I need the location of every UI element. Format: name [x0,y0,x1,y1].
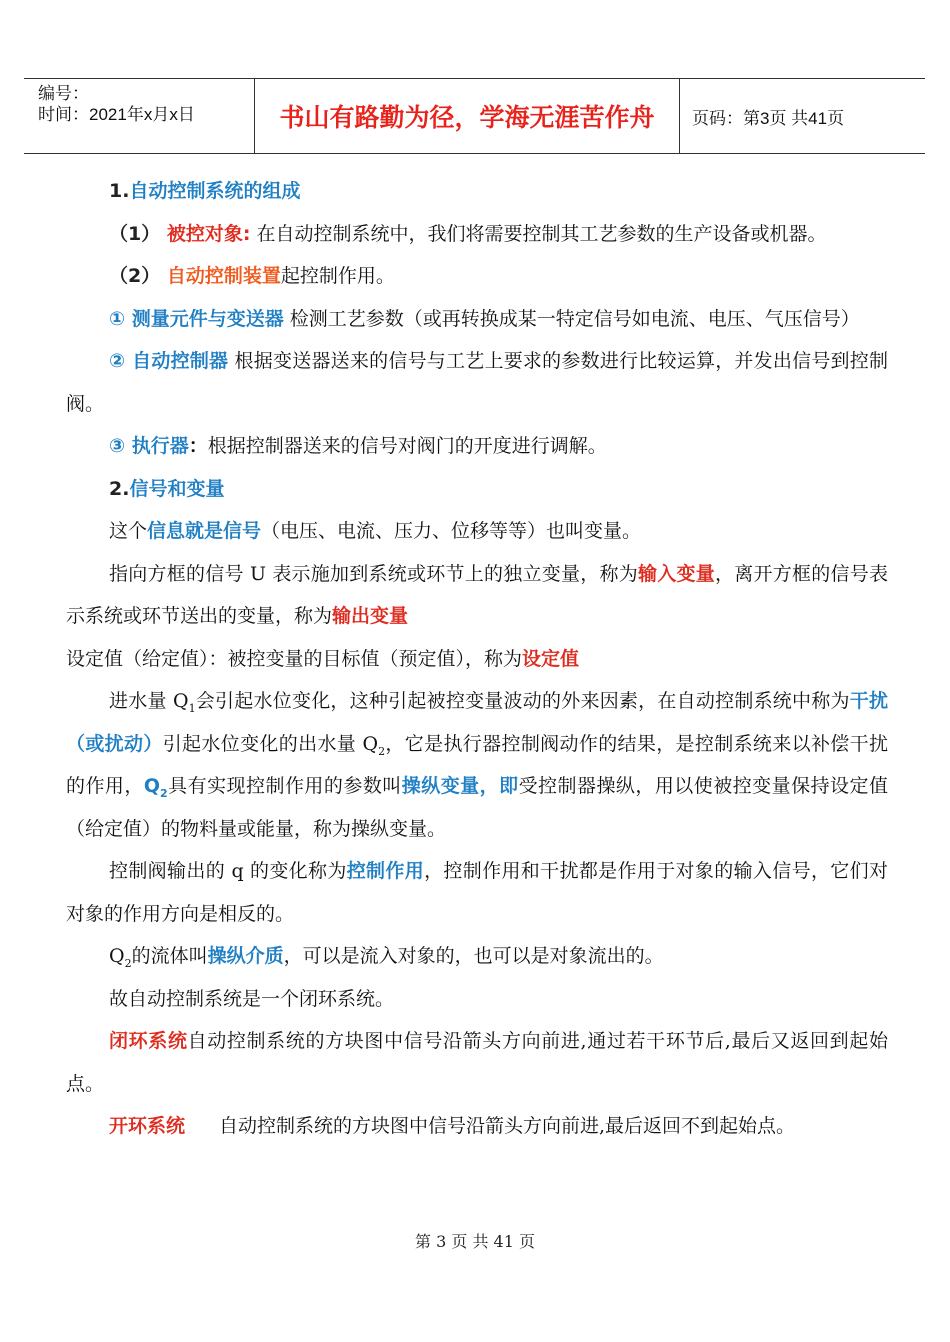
paragraph-closed-loop: 闭环系统自动控制系统的方块图中信号沿箭头方向前进,通过若干环节后,最后又返回到起始点。 [66,1030,888,1095]
section-2-heading: 2.信号和变量 [109,477,225,500]
term: 干扰（或扰动） [66,690,888,755]
header-motto: 书山有路勤为径，学海无涯苦作舟 [254,79,680,153]
document-body [66,170,888,1148]
header-page-info: 页码：第3页 共41页 [692,108,845,128]
term: 控制作用 [346,860,425,882]
page-header [24,78,925,154]
paragraph-closed-loop-note: 故自动控制系统是一个闭环系统。 [109,987,395,1010]
term: 操纵介质 [207,945,284,967]
term: 输出变量 [332,605,409,627]
term: 操纵变量，即 [401,775,519,797]
paragraph-controlled-object: （1） 被控对象: 在自动控制系统中，我们将需要控制其工艺参数的生产设备或机器。 [109,222,827,245]
term: 设定值 [522,647,580,670]
paragraph-control-device: （2） 自动控制装置起控制作用。 [109,265,395,287]
paragraph-signal: 这个信息就是信号（电压、电流、压力、位移等等）也叫变量。 [109,520,642,542]
term: 自动控制装置 [166,265,281,287]
term: 开环系统 [109,1115,186,1137]
doc-time-label: 时间：2021年x月x日 [38,105,195,124]
term: ③ 执行器 [109,435,189,457]
term: 输入变量 [638,562,716,585]
term: ② 自动控制器 [109,350,229,372]
section-title: 信号和变量 [129,477,225,500]
section-1-heading: 1.自动控制系统的组成 [109,180,301,202]
term: ① 测量元件与变送器 [109,307,284,330]
header-meta [24,79,254,153]
paragraph-open-loop: 开环系统 自动控制系统的方块图中信号沿箭头方向前进,最后返回不到起始点。 [109,1115,796,1137]
page-footer: 第 3 页 共 41 页 [415,1232,535,1251]
paragraph-medium: $Q_2$的流体叫操纵介质，可以是流入对象的，也可以是对象流出的。 [109,945,664,970]
paragraph-transmitter: ① 测量元件与变送器 检测工艺参数（或再转换成某一特定信号如电流、电压、气压信号） [109,307,860,330]
paragraph-disturbance: 进水量 $Q_1$会引起水位变化，这种引起被控变量波动的外来因素，在自动控制系统中称为干扰（或扰动）引起水位变化的出水量 $Q_2$，它是执行器控制阀动作的结果，是控制系统来以补偿干扰的作用，$Q_2$具有实现控制作用的参数叫操纵变量，即受控制器操纵，用以使被控变量保持设定值（给定值）的物料量或能量，称为操纵变量。 [66,690,888,840]
paragraph-control-action: 控制阀输出的 q 的变化称为控制作用，控制作用和干扰都是作用于对象的输入信号，它们对对象的作用方向是相反的。 [66,860,888,925]
section-title: 自动控制系统的组成 [129,180,301,202]
term: 被控对象: [166,222,251,245]
paragraph-controller: ② 自动控制器 根据变送器送来的信号与工艺上要求的参数进行比较运算，并发出信号到控制阀。 [66,350,888,415]
doc-number-label: 编号： [38,84,89,103]
term: 信息就是信号 [147,520,262,542]
paragraph-setpoint: 设定值（给定值）：被控变量的目标值（预定值），称为设定值 [66,647,580,670]
paragraph-io-variables: 指向方框的信号 U 表示施加到系统或环节上的独立变量，称为输入变量，离开方框的信号表示系统或环节送出的变量，称为输出变量 [66,562,888,627]
paragraph-actuator: ③ 执行器：根据控制器送来的信号对阀门的开度进行调解。 [109,435,607,457]
term: 闭环系统 [109,1030,188,1052]
